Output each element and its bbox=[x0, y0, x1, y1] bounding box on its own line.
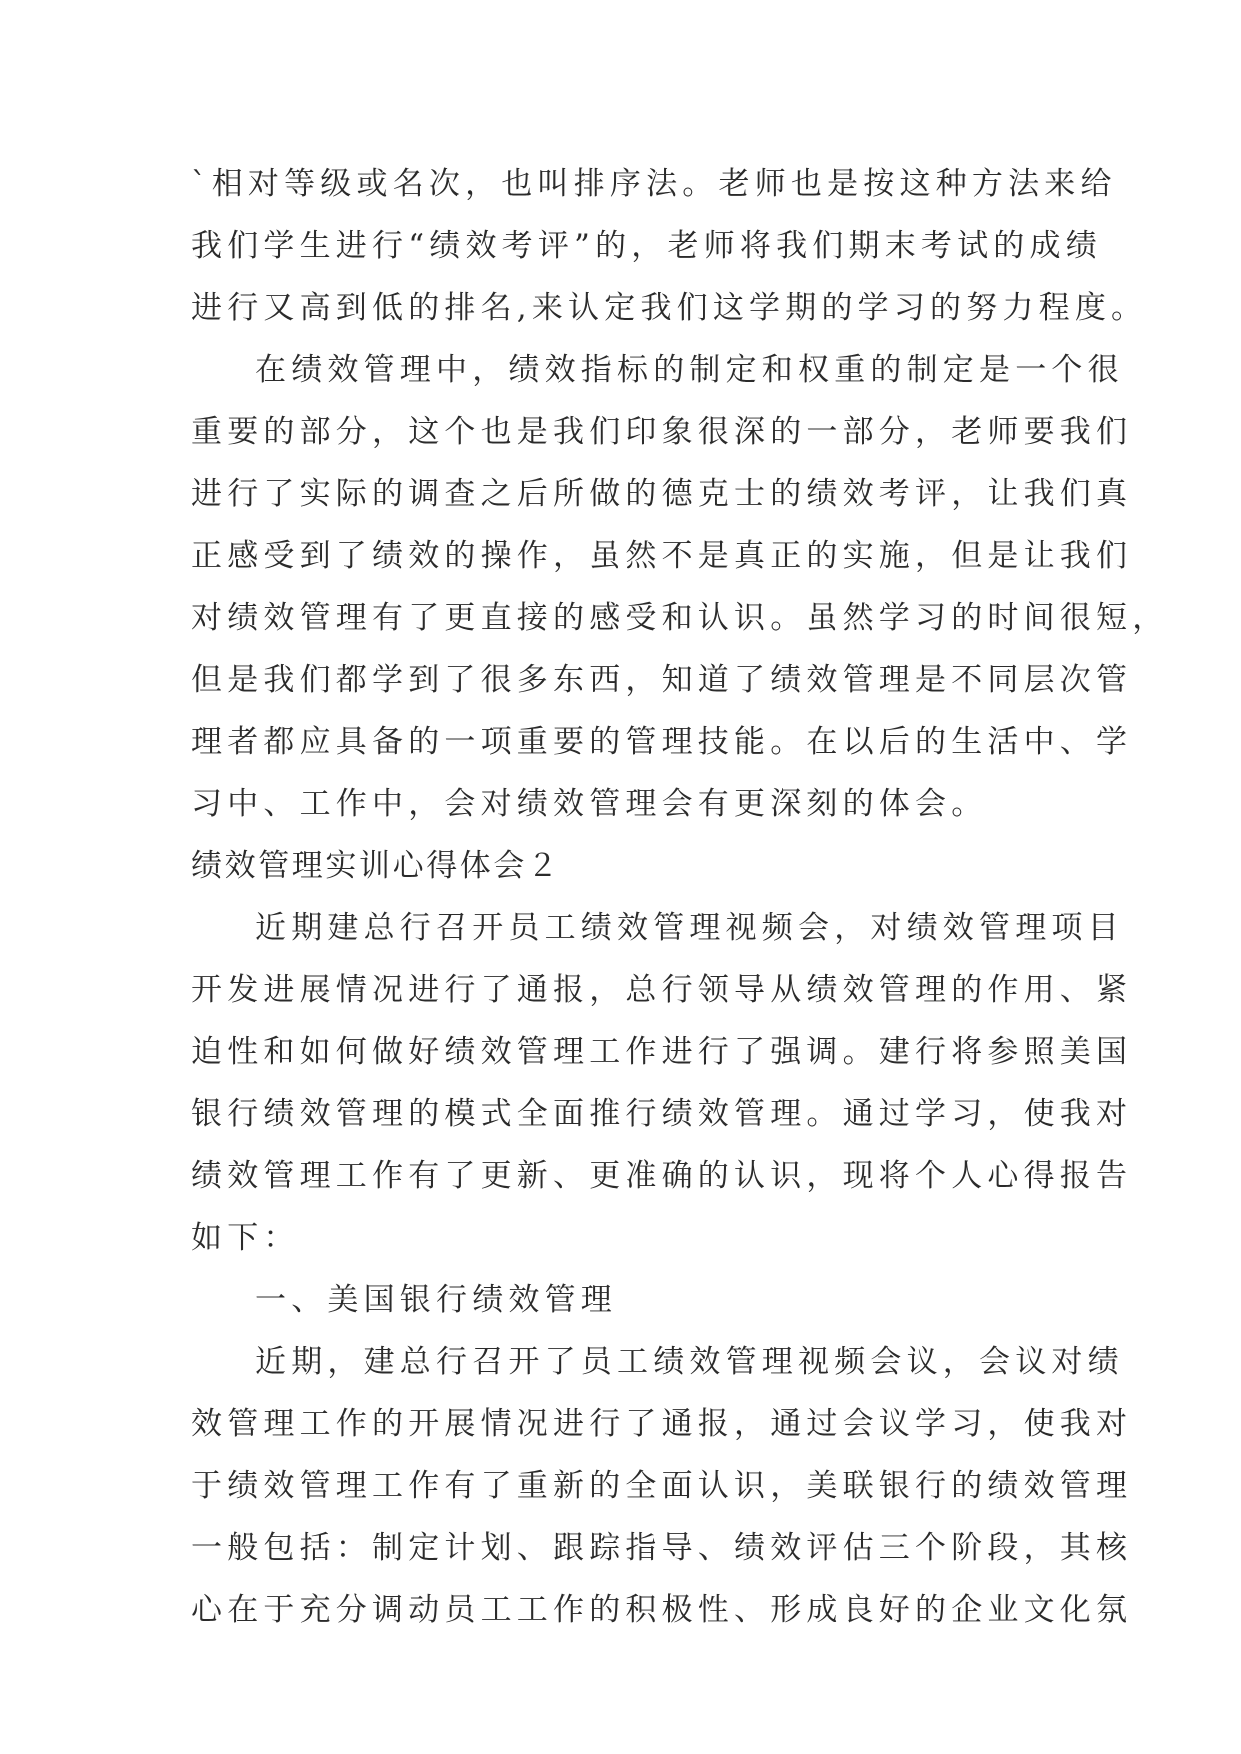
text-line: 但是我们都学到了很多东西，知道了绩效管理是不同层次管 bbox=[191, 662, 1133, 698]
paragraph-start-line: 近期，建总行召开了员工绩效管理视频会议，会议对绩 bbox=[255, 1344, 1124, 1380]
section-heading: 绩效管理实训心得体会２ bbox=[191, 848, 561, 884]
text-line: 心在于充分调动员工工作的积极性、形成良好的企业文化氛 bbox=[191, 1592, 1133, 1628]
paragraph-start-line: 近期建总行召开员工绩效管理视频会，对绩效管理项目 bbox=[255, 910, 1124, 946]
text-line: 银行绩效管理的模式全面推行绩效管理。通过学习，使我对 bbox=[191, 1096, 1133, 1132]
text-line: 习中、工作中，会对绩效管理会有更深刻的体会。 bbox=[191, 786, 988, 822]
text-line: 进行又高到低的排名,来认定我们这学期的学习的努力程度。 bbox=[191, 290, 1148, 326]
text-line: 理者都应具备的一项重要的管理技能。在以后的生活中、学 bbox=[191, 724, 1133, 760]
text-line: 如下： bbox=[191, 1220, 300, 1256]
text-line: 迫性和如何做好绩效管理工作进行了强调。建行将参照美国 bbox=[191, 1034, 1133, 1070]
document-body bbox=[191, 153, 1169, 1641]
text-line: 对绩效管理有了更直接的感受和认识。虽然学习的时间很短， bbox=[191, 600, 1169, 636]
text-line: 我们学生进行“绩效考评”的，老师将我们期末考试的成绩 bbox=[191, 228, 1102, 264]
text-line: 正感受到了绩效的操作，虽然不是真正的实施，但是让我们 bbox=[191, 538, 1133, 574]
subsection-heading: 一、美国银行绩效管理 bbox=[255, 1282, 617, 1318]
text-line: 绩效管理工作有了更新、更准确的认识，现将个人心得报告 bbox=[191, 1158, 1133, 1194]
text-line: `相对等级或名次，也叫排序法。老师也是按这种方法来给 bbox=[191, 166, 1117, 202]
text-line: 一般包括：制定计划、跟踪指导、绩效评估三个阶段，其核 bbox=[191, 1530, 1133, 1566]
text-line: 重要的部分，这个也是我们印象很深的一部分，老师要我们 bbox=[191, 414, 1133, 450]
text-line: 于绩效管理工作有了重新的全面认识，美联银行的绩效管理 bbox=[191, 1468, 1133, 1504]
text-line: 效管理工作的开展情况进行了通报，通过会议学习，使我对 bbox=[191, 1406, 1133, 1442]
text-line: 开发进展情况进行了通报，总行领导从绩效管理的作用、紧 bbox=[191, 972, 1133, 1008]
paragraph-start-line: 在绩效管理中，绩效指标的制定和权重的制定是一个很 bbox=[255, 352, 1124, 388]
text-line: 进行了实际的调查之后所做的德克士的绩效考评，让我们真 bbox=[191, 476, 1133, 512]
